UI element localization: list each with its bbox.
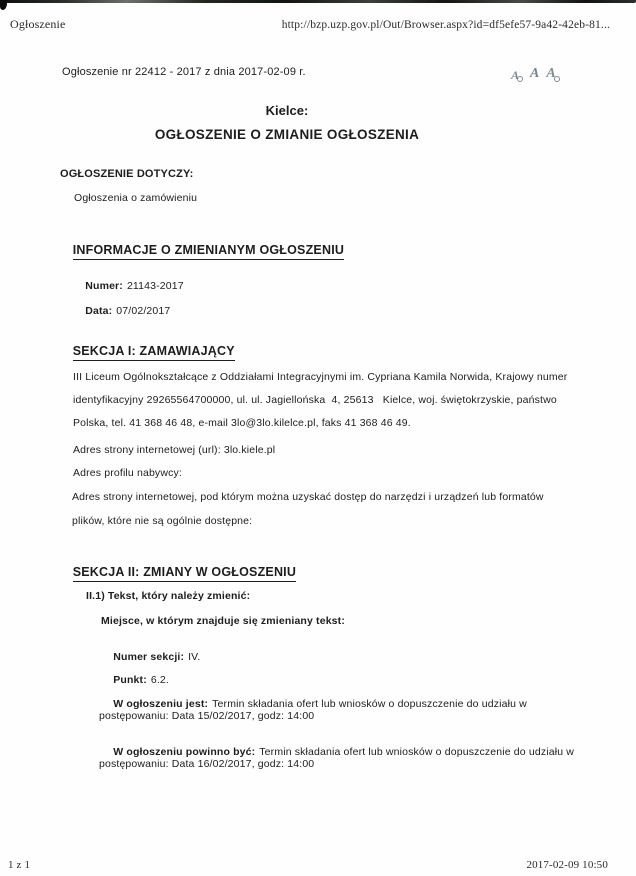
font-size-controls <box>511 63 560 81</box>
section1-line: plików, które nie są ogólnie dostępne: <box>72 515 253 527</box>
section-number-label: Numer sekcji: <box>113 651 185 663</box>
print-footer-timestamp: 2017-02-09 10:50 <box>526 859 608 871</box>
section1-line: identyfikacyjny 29265564700000, ul. ul. Jagiellońska 4, 25613 Kielce, woj. świętokrzyskie, państwo <box>73 394 557 406</box>
print-header-title: Ogłoszenie <box>10 17 66 31</box>
section1-line: Adres strony internetowej (url): 3lo.kiele.pl <box>73 444 276 456</box>
section1-line: Adres profilu nabywcy: <box>73 467 182 479</box>
section2-place-heading: Miejsce, w którym znajduje się zmieniany tekst: <box>101 615 345 627</box>
scan-artifact-top-line <box>0 0 636 3</box>
number-label: Numer: <box>85 280 123 292</box>
concerns-label: OGŁOSZENIE DOTYCZY: <box>60 168 194 180</box>
section1-line: III Liceum Ogólnokształcące z Oddziałami Integracyjnymi im. Cypriana Kamila Norwida, Krajowy numer <box>73 371 568 383</box>
notice-number-line: Ogłoszenie nr 22412 - 2017 z dnia 2017-02-09 r. <box>62 66 306 78</box>
changed-notice-heading: INFORMACJE O ZMIENIANYM OGŁOSZENIU <box>58 229 344 274</box>
section1-heading: SEKCJA I: ZAMAWIAJĄCY <box>58 330 235 375</box>
is-text: Termin składania ofert lub wniosków o dopuszczenie do udziału w <box>212 698 527 710</box>
section2-should-line2: postępowaniu: Data 16/02/2017, godz: 14:00 <box>99 758 315 770</box>
should-label: W ogłoszeniu powinno być: <box>113 746 256 758</box>
is-label: W ogłoszeniu jest: <box>113 698 209 710</box>
notice-title: OGŁOSZENIE O ZMIANIE OGŁOSZENIA <box>154 127 420 142</box>
section1-line: Polska, tel. 41 368 46 48, e-mail 3lo@3lo.kilelce.pl, faks 41 368 46 49. <box>73 417 411 429</box>
notice-city: Kielce: <box>265 103 309 118</box>
point-value: 6.2. <box>150 674 169 686</box>
section-number-value: IV. <box>188 651 201 663</box>
section2-heading: SEKCJA II: ZMIANY W OGŁOSZENIU <box>58 551 296 596</box>
scan-artifact-corner <box>0 0 7 10</box>
section2-item-heading: II.1) Tekst, który należy zmienić: <box>86 590 251 602</box>
date-label: Data: <box>85 305 113 317</box>
date-value: 07/02/2017 <box>116 305 171 317</box>
font-size-decrease-icon: A <box>511 69 523 81</box>
concerns-value: Ogłoszenia o zamówieniu <box>74 192 198 204</box>
font-size-increase-icon: A <box>546 67 559 81</box>
section1-line: Adres strony internetowej, pod którym można uzyskać dostęp do narzędzi i urządzeń lub formatów <box>72 491 544 503</box>
section2-is-line2: postępowaniu: Data 15/02/2017, godz: 14:00 <box>99 710 315 722</box>
print-header-url: http://bzp.uzp.gov.pl/Out/Browser.aspx?id=df5efe57-9a42-42eb-81... <box>281 19 610 31</box>
changed-notice-date <box>73 293 170 329</box>
print-footer-page-count: 1 z 1 <box>8 859 31 871</box>
point-label: Punkt: <box>113 674 147 686</box>
number-value: 21143-2017 <box>126 280 184 292</box>
font-size-default-icon: A <box>530 66 540 81</box>
should-text: Termin składania ofert lub wniosków o dopuszczenie do udziału w <box>259 746 574 758</box>
